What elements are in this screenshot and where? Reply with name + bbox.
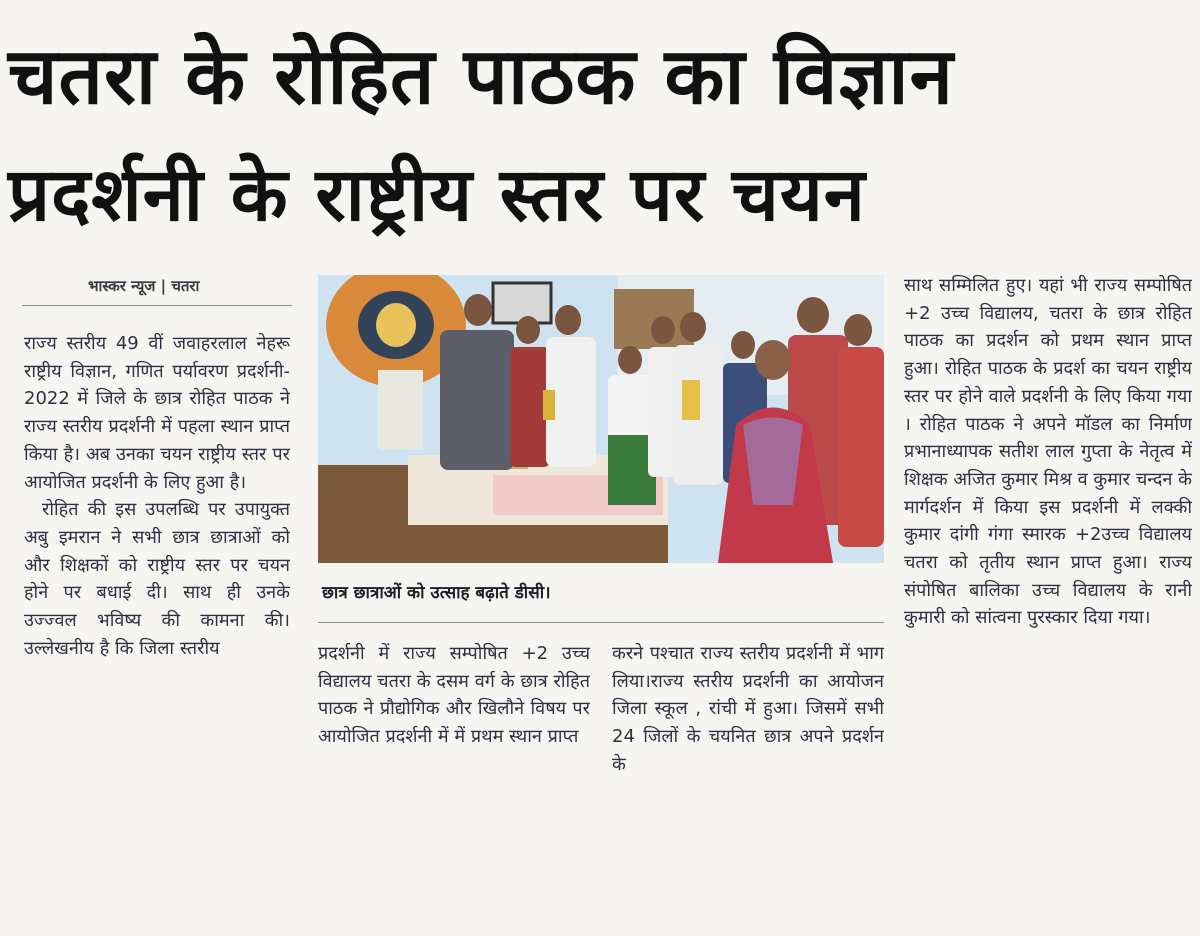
column-1: [24, 330, 290, 785]
column-1-paragraph-2: रोहित की इस उपलब्धि पर उपायुक्त अबु इमरान ने सभी छात्र छात्राओं को और शिक्षकों को राष्ट्रीय स्तर पर चयन होने पर बधाई दी। साथ ही उनके उज्ज्वल भविष्य की कामना की। उल्लेखनीय है कि जिला स्तरीय: [24, 499, 290, 659]
column-4-text: साथ सम्मिलित हुए। यहां भी राज्य सम्पोषित +2 उच्च विद्यालय, चतरा के छात्र रोहित पाठक का प्रदर्शन को प्रथम स्थान प्राप्त हुआ। रोहित पाठक के प्रदर्श का चयन राष्ट्रीय स्तर पर होने वाले प्रदर्शनी के लिए किया गया । रोहित पाठक ने अपने मॉडल का निर्माण प्रभानाध्यापक सतीश लाल गुप्ता के नेतृत्व में शिक्षक अजित कुमार मिश्र व कुमार चन्दन के मार्गदर्शन में किया इस प्रदर्शनी में लक्की कुमार दांगी गंगा स्मारक +2उच्च विद्यालय चतरा को तृतीय स्थान प्राप्त हुआ। राज्य संपोषित बालिका उच्च विद्यालय के रानी कुमारी को सांत्वना पुरस्कार दिया गया।: [904, 275, 1192, 629]
column-2: [318, 640, 590, 790]
column-2-text: प्रदर्शनी में राज्य सम्पोषित +2 उच्च विद्यालय चतरा के दसम वर्ग के छात्र रोहित पाठक ने प्रौद्योगिक और खिलौने विषय पर आयोजित प्रदर्शनी में में प्रथम स्थान प्राप्त: [318, 643, 590, 748]
caption-rule: [318, 622, 884, 623]
column-3: [612, 640, 884, 790]
headline-line-2: प्रदर्शनी के राष्ट्रीय स्तर पर चयन: [8, 152, 866, 238]
group-photo-image: [318, 275, 884, 563]
headline-line-1: चतरा के रोहित पाठक का विज्ञान: [8, 32, 954, 122]
news-photo: [318, 275, 884, 563]
column-4: [904, 272, 1192, 797]
column-1-paragraph-1: राज्य स्तरीय 49 वीं जवाहरलाल नेहरू राष्ट्रीय विज्ञान, गणित पर्यावरण प्रदर्शनी- 2022 में जिले के छात्र रोहित पाठक ने राज्य स्तरीय प्रदर्शनी में पहला स्थान प्राप्त किया है। अब उनका चयन राष्ट्रीय स्तर पर आयोजित प्रदर्शनी के लिए हुआ है।: [24, 333, 290, 493]
photo-caption: छात्र छात्राओं को उत्साह बढ़ाते डीसी।: [322, 583, 551, 603]
byline: भास्कर न्यूज | चतरा: [88, 277, 200, 295]
column-3-text: करने पश्चात राज्य स्तरीय प्रदर्शनी में भाग लिया।राज्य स्तरीय प्रदर्शनी का आयोजन जिला स्कूल , रांची में हुआ। जिसमें सभी 24 जिलों के चयनित छात्र अपने प्रदर्शन के: [612, 643, 884, 775]
byline-rule: [22, 305, 292, 306]
